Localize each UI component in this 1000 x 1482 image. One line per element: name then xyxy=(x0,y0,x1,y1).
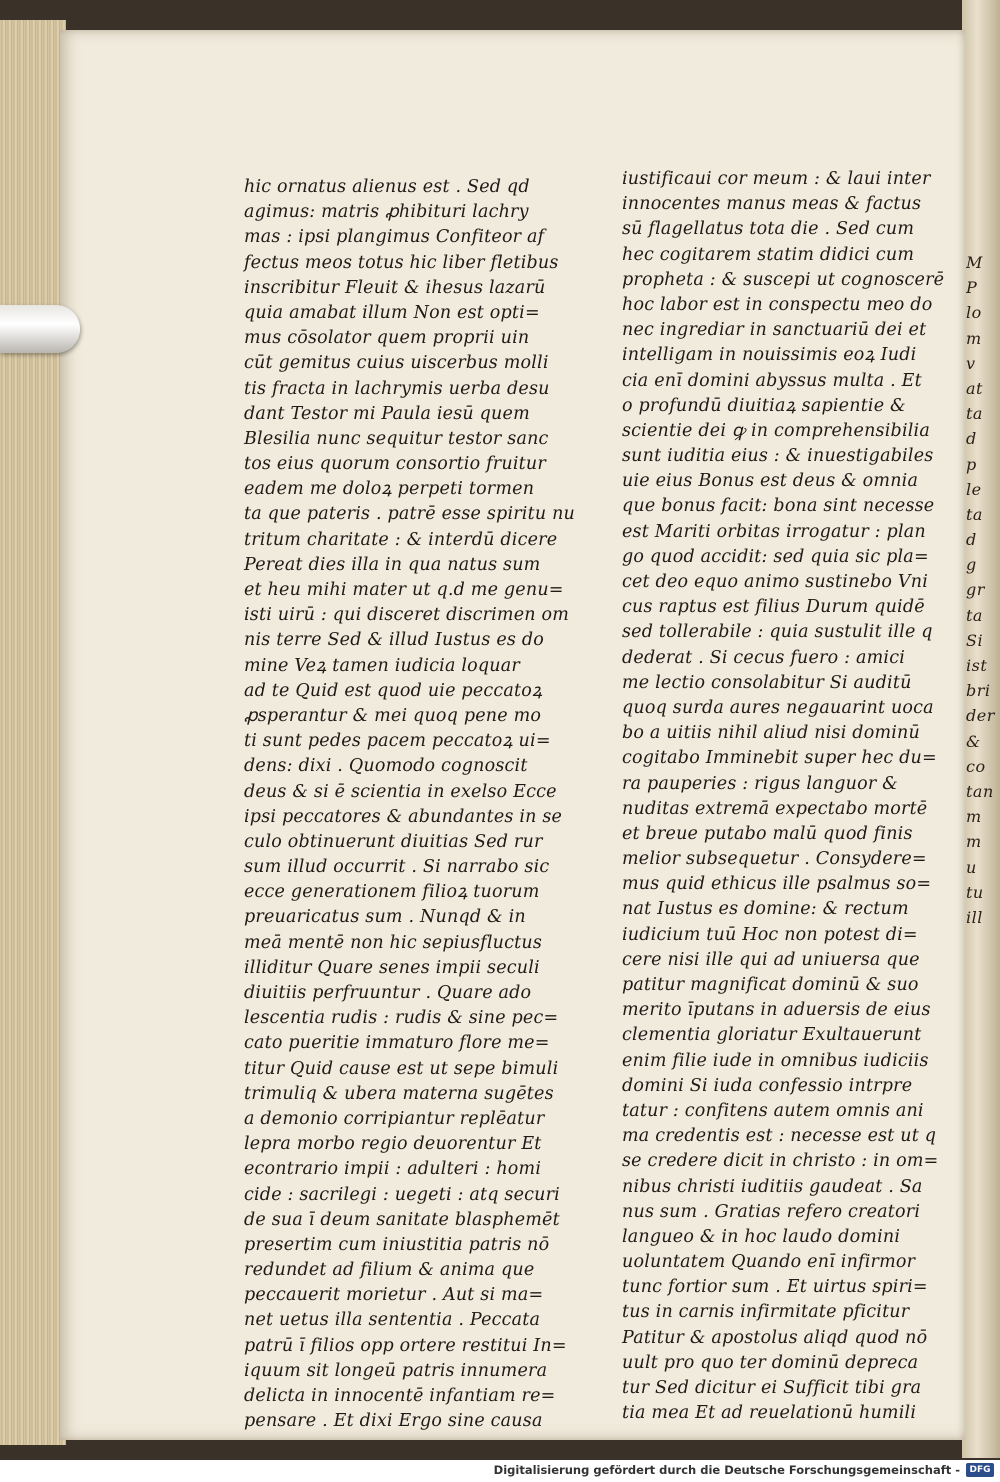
text-line: et heu mihi mater ut q.d me genu= xyxy=(244,580,564,600)
bleed-fragment: tan xyxy=(966,781,994,801)
text-line: culo obtinuerunt diuitias Sed rur xyxy=(244,831,543,852)
text-line: iquum sit longeū patris innumera xyxy=(244,1360,548,1381)
text-line: cia enī domini abyssus multa . Et xyxy=(622,370,922,391)
text-line: me lectio consolabitur Si auditū xyxy=(622,672,912,693)
text-line: nec ingrediar in sanctuariū dei et xyxy=(622,320,927,341)
text-line: lepra morbo regio deuorentur Et xyxy=(244,1134,542,1155)
text-line: de sua ī deum sanitate blasphemēt xyxy=(244,1209,560,1230)
text-line: sū flagellatus tota die . Sed cum xyxy=(622,219,915,240)
text-line: Blesilia nunc sequitur testor sanc xyxy=(244,428,549,449)
text-line: patitur magnificat dominū & suo xyxy=(622,975,919,995)
text-line: dens: dixi . Quomodo cognoscit xyxy=(244,756,528,777)
bleed-fragment: m xyxy=(966,807,982,827)
text-line: delicta in innocentē infantiam re= xyxy=(244,1386,556,1406)
text-line: tatur : confitens autem omnis ani xyxy=(622,1100,924,1121)
book-clip xyxy=(0,305,80,353)
text-line: peccauerit morietur . Aut si ma= xyxy=(244,1285,544,1306)
text-line: ti sunt pedes pacem peccatoꝝ ui= xyxy=(244,731,551,752)
text-line: redundet ad filium & anima que xyxy=(244,1260,535,1281)
bleed-fragment: & xyxy=(966,731,981,751)
text-line: scientie dei ꝙ in comprehensibilia xyxy=(622,420,930,441)
text-line: uoluntatem Quando enī infirmor xyxy=(622,1252,916,1273)
text-line: langueo & in hoc laudo domini xyxy=(622,1226,901,1247)
bleed-fragment: Si xyxy=(966,630,984,650)
text-line: quia amabat illum Non est opti= xyxy=(244,302,540,323)
adjacent-page-text xyxy=(966,250,998,1010)
text-line: quoq surda aures negauarint uoca xyxy=(622,697,934,718)
text-line: uult pro quo ter dominū depreca xyxy=(622,1352,919,1373)
text-line: uie eius Bonus est deus & omnia xyxy=(622,471,919,492)
text-line: que bonus facit: bona sint necesse xyxy=(622,496,935,517)
text-line: ipsi peccatores & abundantes in se xyxy=(244,806,563,827)
text-line: melior subsequetur . Consydere= xyxy=(622,849,927,870)
text-line: nus sum . Gratias refero creatori xyxy=(622,1201,921,1222)
bleed-fragment: tu xyxy=(966,882,984,902)
text-line: cide : sacrilegi : uegeti : atq securi xyxy=(244,1184,560,1205)
text-line: illiditur Quare senes impii seculi xyxy=(244,957,540,978)
text-line: ad te Quid est quod uie peccatoꝝ xyxy=(244,680,543,701)
text-line: mus quid ethicus ille psalmus so= xyxy=(622,874,932,895)
text-line: est Mariti orbitas irrogatur : plan xyxy=(622,521,926,542)
text-line: agimus: matris ꝓhibituri lachry xyxy=(244,202,529,223)
bleed-fragment: gr xyxy=(966,580,985,600)
text-line: tia mea Et ad reuelationū humili xyxy=(622,1403,917,1424)
text-line: bo a uitiis nihil aliud nisi dominū xyxy=(622,723,920,744)
right-text-column xyxy=(622,167,945,1426)
text-line: trimuliq & ubera materna sugētes xyxy=(244,1083,554,1104)
text-line: merito īputans in aduersis de eius xyxy=(622,1000,931,1021)
bleed-fragment: ta xyxy=(966,504,983,524)
text-line: titur Quid cause est ut sepe bimuli xyxy=(244,1058,559,1079)
bleed-fragment: ill xyxy=(966,907,983,927)
text-line: et breue putabo malū quod finis xyxy=(622,823,913,844)
text-line: nat Iustus es domine: & rectum xyxy=(622,899,909,920)
bleed-fragment: p xyxy=(966,454,977,474)
text-line: mus cōsolator quem proprii uin xyxy=(244,328,530,349)
text-line: cus raptus est filius Durum quidē xyxy=(622,597,925,618)
text-line: patrū ī filios opp ortere restitui In= xyxy=(244,1335,567,1356)
text-line: nis terre Sed & illud Iustus es do xyxy=(244,630,544,651)
bleed-fragment: bri xyxy=(966,681,991,701)
bleed-fragment: d xyxy=(966,530,977,550)
text-line: hec cogitarem statim didici cum xyxy=(622,244,915,265)
text-line: nibus christi iuditiis gaudeat . Sa xyxy=(622,1176,923,1197)
dfg-logo-icon: DFG xyxy=(966,1463,994,1477)
bleed-fragment: m xyxy=(966,328,982,348)
text-line: o profundū diuitiaꝝ sapientie & xyxy=(622,395,906,416)
text-line: inscribitur Fleuit & ihesus lazarū xyxy=(244,277,546,298)
text-line: deus & si ē scientia in exelso Ecce xyxy=(244,781,557,802)
text-line: enim filie iude in omnibus iudiciis xyxy=(622,1050,929,1071)
text-line: intelligam in nouissimis eoꝝ Iudi xyxy=(622,345,917,366)
bleed-fragment: M xyxy=(966,253,983,272)
bleed-fragment: le xyxy=(966,479,982,499)
bleed-fragment: v xyxy=(966,353,976,373)
text-line: cere nisi ille qui ad uniuersa que xyxy=(622,949,920,970)
text-line: mine Veꝝ tamen iudicia loquar xyxy=(244,655,520,676)
text-line: eadem me doloꝝ perpeti tormen xyxy=(244,479,535,500)
bleed-fragment: P xyxy=(966,278,978,298)
bleed-fragment: g xyxy=(966,555,977,575)
text-line: lescentia rudis : rudis & sine pec= xyxy=(244,1008,559,1029)
text-line: se credere dicit in christo : in om= xyxy=(622,1151,939,1172)
text-line: ma credentis est : necesse est ut q xyxy=(622,1126,937,1147)
text-line: ra pauperies : rigus languor & xyxy=(622,773,898,794)
text-line: nuditas extremā expectabo mortē xyxy=(622,798,928,819)
text-line: iustificaui cor meum : & laui inter xyxy=(622,169,931,189)
text-line: cūt gemitus cuius uiscerbus molli xyxy=(244,353,549,374)
bleed-fragment: ist xyxy=(966,656,988,675)
text-line: clementia gloriatur Exultauerunt xyxy=(622,1025,922,1046)
text-line: sum illud occurrit . Si narrabo sic xyxy=(244,857,550,878)
text-line: ta que pateris . patrē esse spiritu nu xyxy=(244,504,576,525)
text-line: hic ornatus alienus est . Sed qd xyxy=(244,177,530,197)
text-line: pensare . Et dixi Ergo sine causa xyxy=(244,1411,543,1432)
text-line: econtrario impii : adulteri : homi xyxy=(244,1159,542,1180)
text-line: cet deo equo animo sustinebo Vni xyxy=(622,572,929,592)
bleed-fragment: der xyxy=(966,706,995,726)
text-line: meā mentē non hic sepiusfluctus xyxy=(244,932,543,953)
bleed-fragment: m xyxy=(966,832,982,852)
text-line: a demonio corripiantur replēatur xyxy=(244,1108,545,1129)
text-line: Pereat dies illa in qua natus sum xyxy=(244,554,541,575)
text-line: dederat . Si cecus fuero : amici xyxy=(622,647,906,668)
bleed-fragment: at xyxy=(966,378,983,398)
text-line: presertim cum iniustitia patris nō xyxy=(244,1234,550,1255)
text-line: tos eius quorum consortio fruitur xyxy=(244,454,546,475)
text-line: tis fracta in lachrymis uerba desu xyxy=(244,378,550,399)
text-line: dant Testor mi Paula iesū quem xyxy=(244,403,530,424)
text-line: propheta : & suscepi ut cognoscerē xyxy=(622,269,945,290)
bleed-fragment: u xyxy=(966,857,977,877)
text-line: tritum charitate : & interdū dicere xyxy=(244,529,558,550)
bleed-fragment: co xyxy=(966,756,986,776)
text-line: ꝓsperantur & mei quoq pene mo xyxy=(244,705,542,726)
text-line: mas : ipsi plangimus Confiteor af xyxy=(244,227,545,248)
text-line: cogitabo Imminebit super hec du= xyxy=(622,748,937,769)
left-text-column xyxy=(244,175,576,1434)
text-line: tus in carnis infirmitate pficitur xyxy=(622,1302,910,1323)
bleed-fragment: d xyxy=(966,429,977,449)
text-line: tur Sed dicitur ei Sufficit tibi gra xyxy=(622,1378,922,1398)
text-line: ecce generationem filioꝝ tuorum xyxy=(244,882,540,903)
text-line: net uetus illa sententia . Peccata xyxy=(244,1310,541,1331)
text-line: hoc labor est in conspectu meo do xyxy=(622,294,933,315)
text-line: diuitiis perfruuntur . Quare ado xyxy=(244,983,532,1003)
text-line: cato pueritie immaturo flore me= xyxy=(244,1033,550,1054)
footer-bar xyxy=(0,1460,1000,1482)
text-line: iudicium tuū Hoc non potest di= xyxy=(622,924,918,945)
text-line: tunc fortior sum . Et uirtus spiri= xyxy=(622,1277,928,1298)
text-line: innocentes manus meas & factus xyxy=(622,194,922,215)
book-fore-edge xyxy=(0,20,66,1445)
text-line: Patitur & apostolus aliqd quod nō xyxy=(622,1327,928,1348)
text-line: go quod accidit: sed quia sic pla= xyxy=(622,546,929,567)
bleed-fragment: ta xyxy=(966,404,983,424)
text-line: fectus meos totus hic liber fletibus xyxy=(244,252,559,273)
funding-credit: Digitalisierung gefördert durch die Deutsche Forschungsgemeinschaft - xyxy=(493,1463,960,1477)
text-line: domini Si iuda confessio intrpre xyxy=(622,1075,913,1096)
text-line: isti uirū : qui disceret discrimen om xyxy=(244,605,570,626)
bleed-fragment: ta xyxy=(966,605,983,625)
text-line: sed tollerabile : quia sustulit ille q xyxy=(622,622,933,643)
bleed-fragment: lo xyxy=(966,303,982,323)
text-line: preuaricatus sum . Nunqd & in xyxy=(244,907,526,928)
text-line: sunt iuditia eius : & inuestigabiles xyxy=(622,446,934,467)
